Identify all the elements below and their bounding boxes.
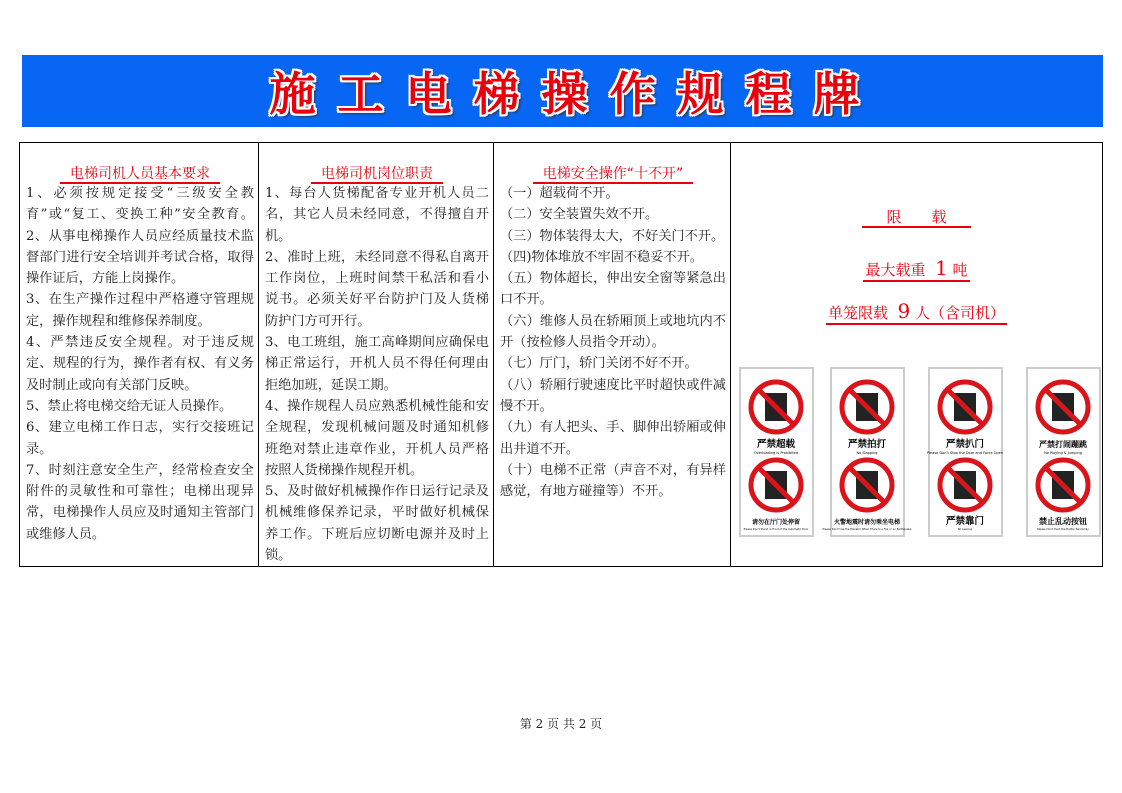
prohibition-sign (1026, 367, 1101, 537)
list-item: 7、时刻注意安全生产，经常检查安全附件的灵敏性和可靠性；电梯出现异常，电梯操作人员应及时通知主管部门或维修人员。 (26, 462, 254, 542)
sign-label-en: Overloading is Prohibited (753, 451, 799, 455)
cage-limit-value: 9 (897, 299, 911, 323)
list-item: 3、在生产操作过程中严格遵守管理规定，操作规程和维修保养制度。 (26, 292, 254, 329)
sign-label-en: Please Don't Push the Button Randomly (1037, 528, 1089, 531)
list-item: （五）物体超长，伸出安全窗等紧急出口不开。 (500, 271, 726, 308)
list-item: （四)物体堆放不牢固不稳妥不开。 (500, 249, 703, 265)
list-item: 2、准时上班，未经同意不得私自离开工作岗位，上班时间禁干私活和看小说书。必须关好平台防护门及人货梯防护门方可开行。 (265, 249, 489, 329)
prohibition-icon (842, 382, 892, 432)
prohibition-icon (751, 460, 801, 510)
list-item: （一）超载荷不开。 (500, 186, 619, 201)
list-item: 1、每台人货梯配备专业开机人员二名，其它人员未经同意，不得擅自开机。 (265, 186, 489, 244)
list-item: 5、及时做好机械操作作日运行记录及机械维修保养记录，平时做好机械保养工作。下班后应切断电源并及时上锁。 (265, 484, 489, 564)
list-item: （七）厅门，轿门关闭不好不开。 (500, 356, 698, 372)
sign-label-en: No Leaning (957, 528, 973, 531)
prohibition-icon (940, 460, 990, 510)
sign-label: 请勿在厅门处停留 (751, 519, 801, 526)
max-load-value: 1 (935, 256, 948, 280)
column-heading: 电梯司机人员基本要求 (60, 166, 220, 184)
prohibition-icon (751, 382, 801, 432)
sign-label-en: Please Don't Stand in Front of the Automatic Door (743, 528, 809, 531)
list-item: 3、电工班组，施工高峰期间应确保电梯正常运行，开机人员不得任何理由拒绝加班，延误工期。 (265, 335, 489, 393)
list-item: （六）维修人员在轿厢顶上或地坑内不开（按检修人员指令开动）。 (500, 313, 726, 351)
list-item: （二）安全装置失效不开。 (500, 207, 659, 223)
limit-heading: 限 载 (862, 208, 970, 228)
column-duties (259, 143, 494, 566)
sign-label: 严禁扒门 (945, 439, 985, 450)
prohibition-icon (1038, 460, 1088, 510)
list-item: 5、禁止将电梯交给无证人员操作。 (26, 398, 233, 414)
max-load-unit: 吨 (952, 261, 968, 279)
cage-limit-unit: 人（含司机） (915, 304, 1006, 322)
list-item: 1、必须按规定接受“三级安全教育”或“复工、变换工种”安全教育。 2、从事电梯操作人员应经质量技术监督部门进行安全培训并考试合格，取得操作证后，方能上岗操作。 (26, 186, 254, 287)
prohibition-icon (842, 460, 892, 510)
sign-label: 严禁靠门 (945, 516, 985, 527)
prohibition-icon (1038, 382, 1088, 432)
sign-label: 严禁打闹蹦跳 (1039, 440, 1087, 449)
prohibition-icon (940, 382, 990, 432)
list-item: （九）有人把头、手、脚伸出轿厢或伸出井道不开。 (500, 420, 726, 457)
sign-label-en: No Playing & Jumping (1044, 451, 1082, 455)
page-number: 第 2 页 共 2 页 (519, 717, 603, 731)
sign-label: 禁止乱动按钮 (1039, 517, 1087, 526)
page-title: 施工电梯操作规程牌 (269, 67, 882, 121)
max-load-label: 最大载重 (865, 261, 926, 279)
cage-limit (731, 301, 1102, 324)
sign-label-en: Please Don't Use the Elevator When There Is a Fire or an Earthquake (822, 528, 912, 531)
sign-label: 严禁拍打 (847, 439, 887, 450)
max-load (731, 258, 1102, 281)
column-requirements (20, 143, 259, 566)
sign-label-en: No Slapping (856, 451, 878, 455)
sign-label-en: Please Don't Stop the Door and Force Open (926, 451, 1004, 455)
cage-limit-label: 单笼限载 (827, 304, 888, 322)
column-heading: 电梯司机岗位职责 (311, 166, 443, 184)
list-item: （十）电梯不正常（声音不对，有异样感觉，有地方碰撞等）不开。 (500, 462, 726, 500)
prohibition-sign (739, 367, 814, 537)
column-ten-nots (494, 143, 731, 566)
column-heading: 电梯安全操作“十不开” (533, 166, 694, 184)
list-item: （三）物体装得太大，不好关门不开。 (500, 228, 725, 244)
list-item: 6、建立电梯工作日志，实行交接班记录。 (26, 420, 254, 457)
list-item: （八）轿厢行驶速度比平时超快或件减慢不开。 (500, 377, 726, 414)
sign-label: 火警地震时请勿乘坐电梯 (833, 519, 901, 526)
rules-table (19, 142, 1103, 567)
list-item: 4、操作规程人员应熟悉机械性能和安全规程，发现机械问题及时通知机修班绝对禁止违章作业，开机人员严格按照人货梯操作规程开机。 (265, 398, 489, 478)
prohibition-sign (928, 367, 1003, 537)
title-banner (22, 55, 1103, 127)
sign-label: 严禁超载 (756, 439, 796, 450)
column-load-limit (731, 143, 1102, 566)
list-item: 4、严禁违反安全规程。对于违反规定、规程的行为，操作者有权、有义务及时制止或向有关部门反映。 (26, 335, 254, 393)
prohibition-sign (822, 367, 912, 537)
